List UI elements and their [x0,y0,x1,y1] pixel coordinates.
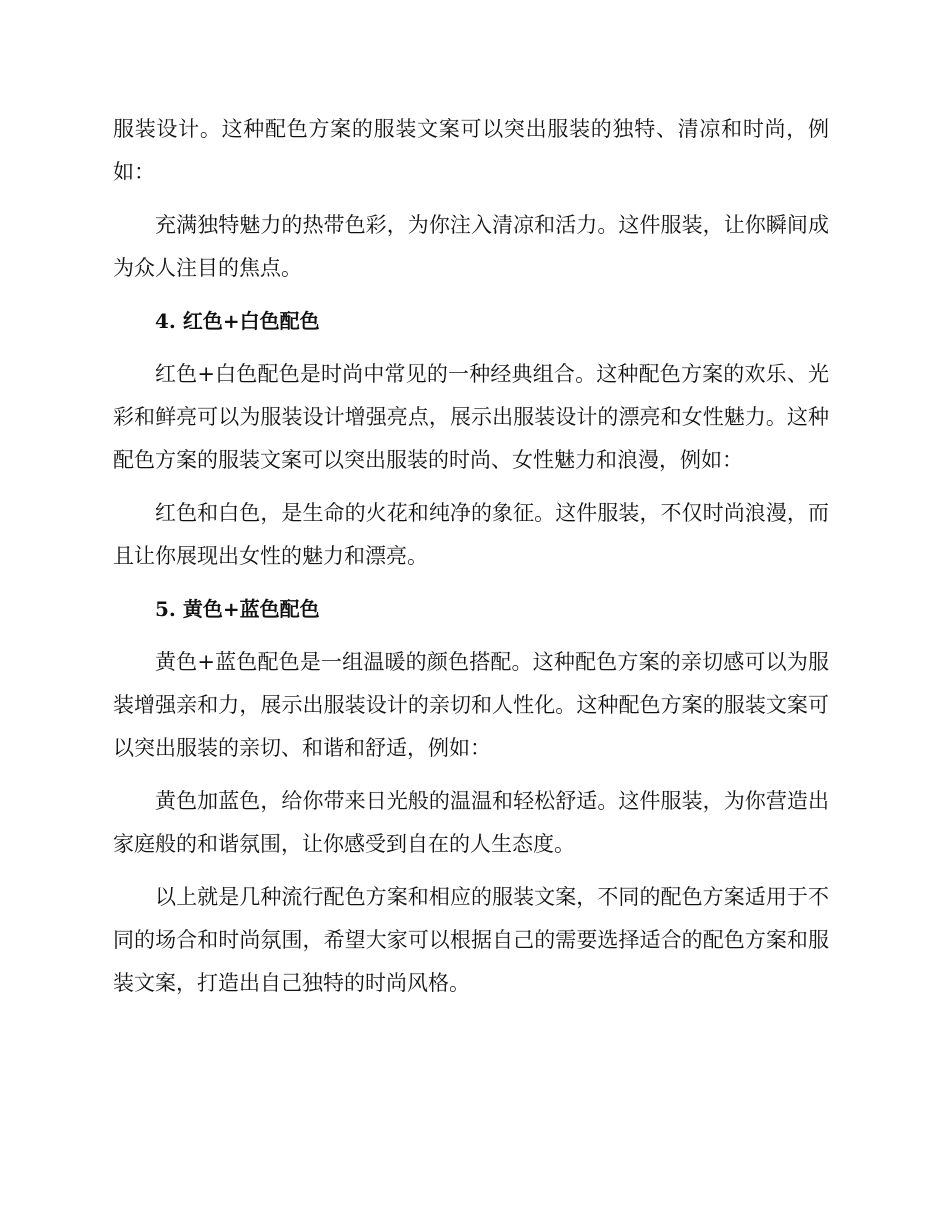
paragraph-tropical-example: 充满独特魅力的热带色彩，为你注入清凉和活力。这件服装，让你瞬间成为众人注目的焦点。 [113,213,829,280]
paragraph-yellow-blue-description: 黄色+蓝色配色是一组温暖的颜色搭配。这种配色方案的亲切感可以为服装增强亲和力，展示出服装设计的亲切和人性化。这种配色方案的服装文案可以突出服装的亲切、和谐和舒适，例如： [113,650,829,760]
section-heading-yellow-blue: 5. 黄色+蓝色配色 [155,597,320,621]
paragraph-yellow-blue-example: 黄色加蓝色，给你带来日光般的温温和轻松舒适。这件服装，为你营造出家庭般的和谐氛围，让你感受到自在的人生态度。 [113,789,829,856]
section-heading-red-white: 4. 红色+白色配色 [155,309,320,333]
paragraph-red-white-description: 红色+白色配色是时尚中常见的一种经典组合。这种配色方案的欢乐、光彩和鲜亮可以为服装设计增强亮点，展示出服装设计的漂亮和女性魅力。这种配色方案的服装文案可以突出服装的时尚、女性魅力和浪漫，例如： [113,362,829,472]
document-body [113,108,829,1015]
paragraph-continued: 服装设计。这种配色方案的服装文案可以突出服装的独特、清凉和时尚，例如： [113,117,829,184]
paragraph-red-white-example: 红色和白色，是生命的火花和纯净的象征。这件服装，不仅时尚浪漫，而且让你展现出女性的魅力和漂亮。 [113,501,829,568]
paragraph-conclusion: 以上就是几种流行配色方案和相应的服装文案，不同的配色方案适用于不同的场合和时尚氛围，希望大家可以根据自己的需要选择适合的配色方案和服装文案，打造出自己独特的时尚风格。 [113,885,829,995]
